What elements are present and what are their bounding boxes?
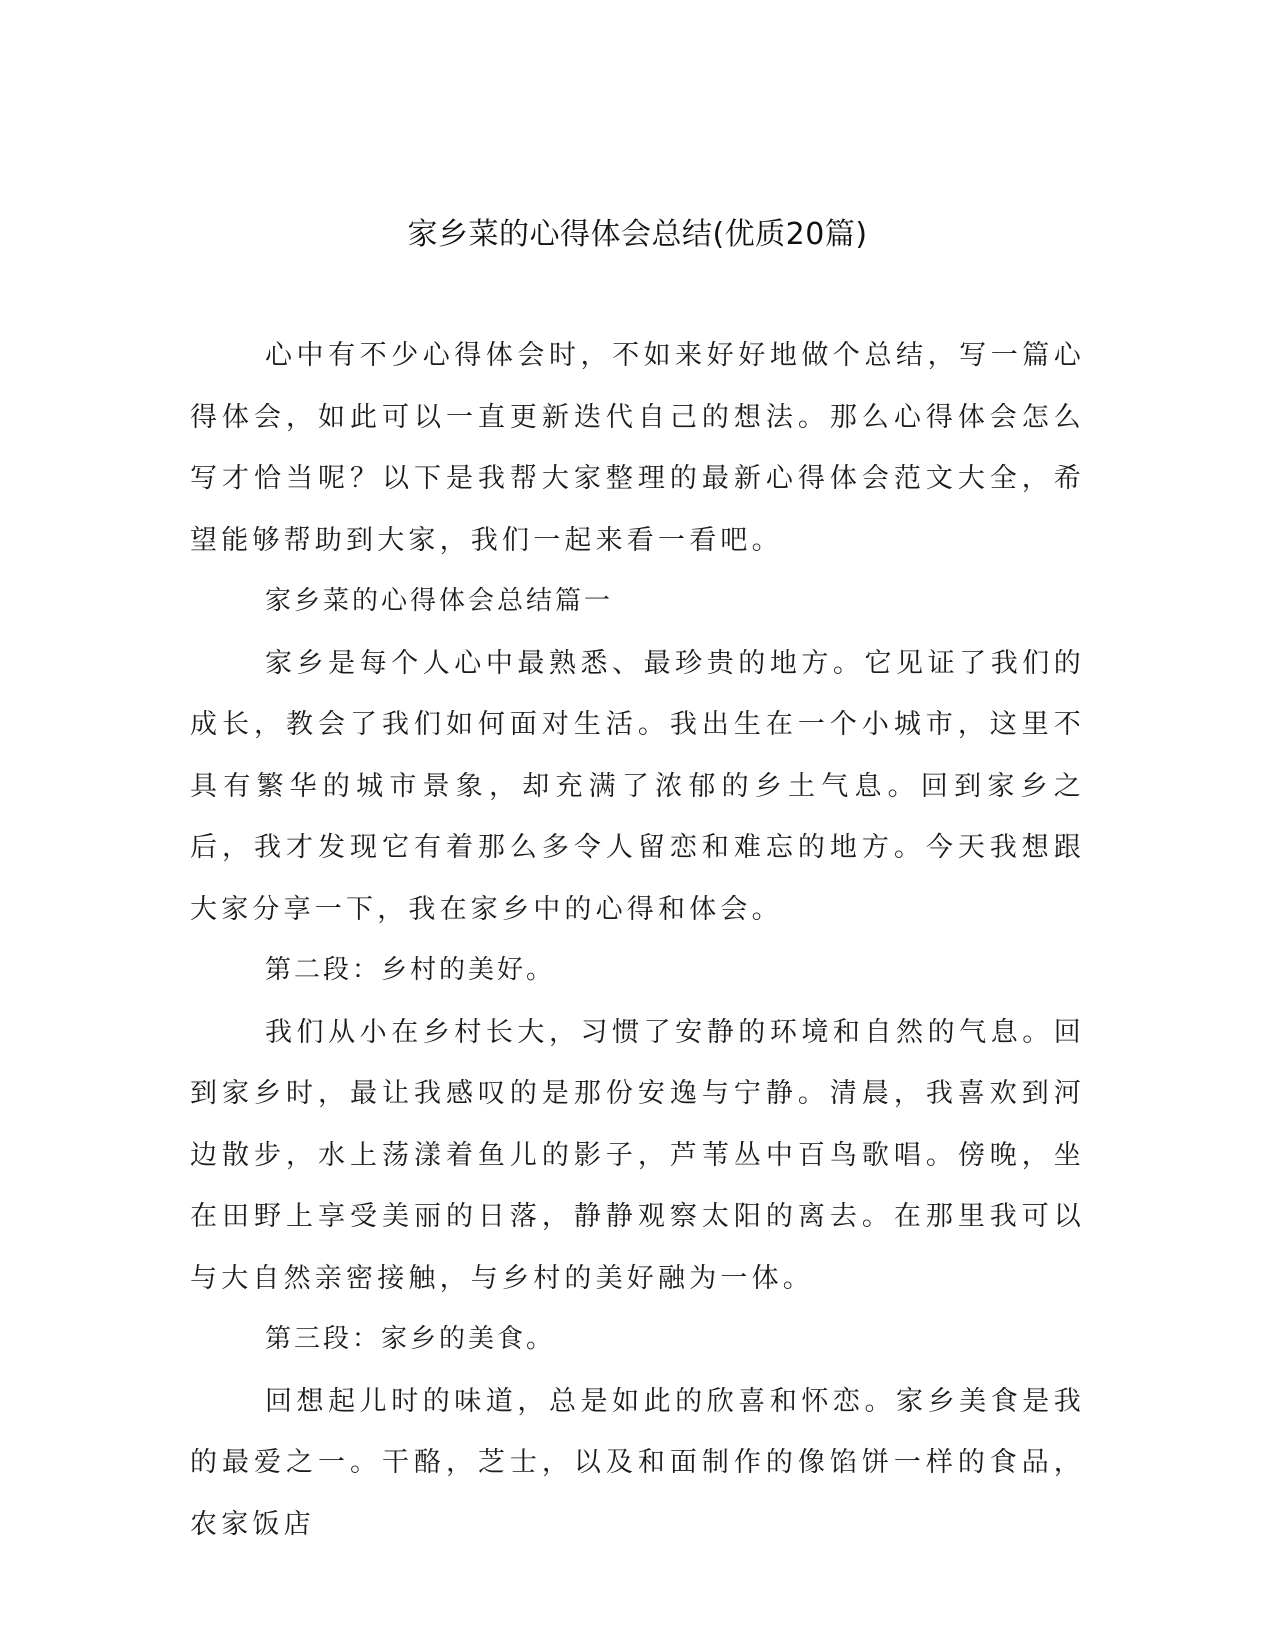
paragraph-hometown: 家乡是每个人心中最熟悉、最珍贵的地方。它见证了我们的成长，教会了我们如何面对生活。我出生在一个小城市，这里不具有繁华的城市景象，却充满了浓郁的乡土气息。回到家乡之后，我才发现它有着那么多令人留恋和难忘的地方。今天我想跟大家分享一下，我在家乡中的心得和体会。 <box>190 647 1085 925</box>
document-body <box>190 325 1085 1555</box>
section-heading-1: 家乡菜的心得体会总结篇一 <box>265 586 614 616</box>
paragraph-food: 回想起儿时的味道，总是如此的欣喜和怀恋。家乡美食是我的最爱之一。干酪，芝士，以及和面制作的像馅饼一样的食品，农家饭店 <box>190 1385 1085 1540</box>
paragraph-village: 我们从小在乡村长大，习惯了安静的环境和自然的气息。回到家乡时，最让我感叹的是那份安逸与宁静。清晨，我喜欢到河边散步，水上荡漾着鱼儿的影子，芦苇丛中百鸟歌唱。傍晚，坐在田野上享受美丽的日落，静静观察太阳的离去。在那里我可以与大自然亲密接触，与乡村的美好融为一体。 <box>190 1016 1085 1294</box>
intro-paragraph: 心中有不少心得体会时，不如来好好地做个总结，写一篇心得体会，如此可以一直更新迭代自己的想法。那么心得体会怎么写才恰当呢？以下是我帮大家整理的最新心得体会范文大全，希望能够帮助到大家，我们一起来看一看吧。 <box>190 340 1085 556</box>
section-heading-3: 第三段：家乡的美食。 <box>265 1324 556 1354</box>
document-title: 家乡菜的心得体会总结(优质20篇) <box>407 217 868 252</box>
section-heading-2: 第二段：乡村的美好。 <box>265 955 556 985</box>
